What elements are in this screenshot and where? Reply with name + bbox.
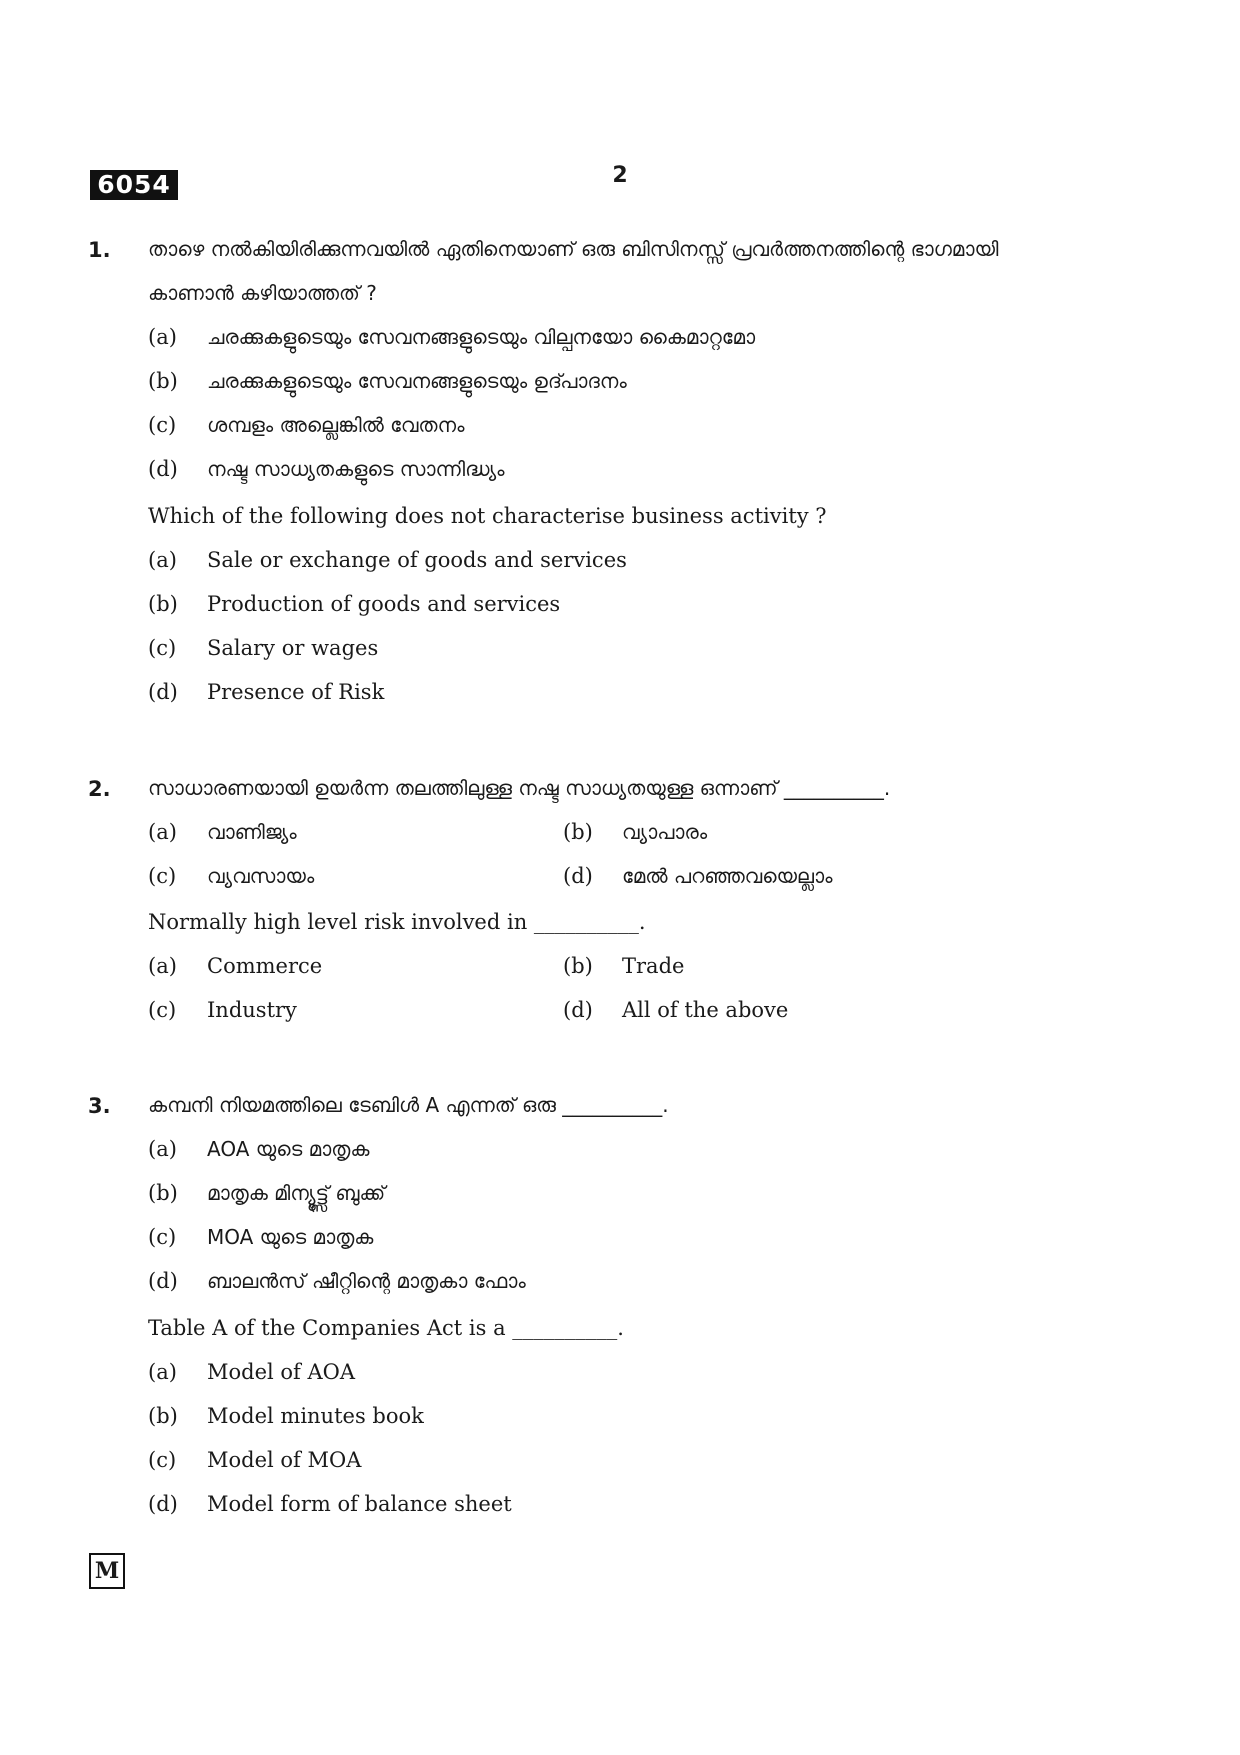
option-label: (c) bbox=[148, 998, 177, 1022]
question-1-ml-text-line1: താഴെ നൽകിയിരിക്കുന്നവയിൽ ഏതിനെയാണ് ഒരു ബിസിനസ്സ് പ്രവർത്തനത്തിന്റെ ഭാഗമായി bbox=[148, 237, 999, 261]
option-label: (a) bbox=[148, 954, 177, 978]
option-text: Model of AOA bbox=[207, 1360, 356, 1384]
option-label: (d) bbox=[148, 457, 178, 481]
question-1-en-text: Which of the following does not characterise business activity ? bbox=[148, 504, 827, 528]
question-2-en-text: Normally high level risk involved in __________. bbox=[148, 910, 646, 934]
option-label: (c) bbox=[148, 864, 177, 888]
option-label: (d) bbox=[563, 998, 593, 1022]
option-label: (d) bbox=[148, 680, 178, 704]
option-label: (c) bbox=[148, 1448, 177, 1472]
option-text: മേൽ പറഞ്ഞവയെല്ലാം bbox=[622, 864, 833, 888]
option-text: നഷ്ട സാധ്യതകളുടെ സാന്നിദ്ധ്യം bbox=[207, 457, 505, 481]
question-1-ml-text-line2: കാണാൻ കഴിയാത്തത് ? bbox=[148, 281, 377, 305]
option-label: (a) bbox=[148, 548, 177, 572]
option-text: Salary or wages bbox=[207, 636, 379, 660]
question-3-number: 3. bbox=[88, 1094, 111, 1118]
option-label: (a) bbox=[148, 1137, 177, 1161]
option-label: (c) bbox=[148, 413, 177, 437]
option-label: (b) bbox=[563, 820, 593, 844]
page-number: 2 bbox=[612, 163, 628, 188]
option-text: മാതൃക മിന്യൂട്ട്സ് ബുക്ക് bbox=[207, 1181, 386, 1205]
option-text: MOA യുടെ മാതൃക bbox=[207, 1225, 374, 1249]
question-2-ml-text: സാധാരണയായി ഉയർന്ന തലത്തിലുള്ള നഷ്ട സാധ്യതയുള്ള ഒന്നാണ് __________. bbox=[148, 776, 891, 800]
option-text: Production of goods and services bbox=[207, 592, 561, 616]
option-label: (a) bbox=[148, 1360, 177, 1384]
question-1-number: 1. bbox=[88, 238, 111, 262]
option-text: വാണിജ്യം bbox=[207, 820, 297, 844]
option-label: (d) bbox=[148, 1269, 178, 1293]
option-text: ബാലൻസ് ഷീറ്റിന്റെ മാതൃകാ ഫോം bbox=[207, 1269, 526, 1293]
option-label: (c) bbox=[148, 1225, 177, 1249]
option-text: Presence of Risk bbox=[207, 680, 385, 704]
option-label: (b) bbox=[148, 1404, 178, 1428]
option-label: (b) bbox=[148, 1181, 178, 1205]
paper-code-badge: 6054 bbox=[90, 170, 178, 200]
option-label: (c) bbox=[148, 636, 177, 660]
option-text: Model form of balance sheet bbox=[207, 1492, 512, 1516]
option-label: (b) bbox=[148, 369, 178, 393]
question-3-en-text: Table A of the Companies Act is a __________. bbox=[148, 1316, 624, 1340]
option-label: (a) bbox=[148, 325, 177, 349]
option-text: Industry bbox=[207, 998, 297, 1022]
option-text: Model minutes book bbox=[207, 1404, 424, 1428]
option-text: വ്യാപാരം bbox=[622, 820, 708, 844]
option-text: ചരക്കുകളുടെയും സേവനങ്ങളുടെയും ഉദ്പാദനം bbox=[207, 369, 627, 393]
option-text: Trade bbox=[622, 954, 685, 978]
option-label: (d) bbox=[563, 864, 593, 888]
medium-mark: M bbox=[89, 1553, 125, 1589]
option-text: AOA യുടെ മാതൃക bbox=[207, 1137, 370, 1161]
option-label: (b) bbox=[148, 592, 178, 616]
option-label: (a) bbox=[148, 820, 177, 844]
option-text: Model of MOA bbox=[207, 1448, 362, 1472]
option-label: (b) bbox=[563, 954, 593, 978]
option-text: Sale or exchange of goods and services bbox=[207, 548, 627, 572]
question-3-ml-text: കമ്പനി നിയമത്തിലെ ടേബിൾ A എന്നത് ഒരു __________. bbox=[148, 1093, 669, 1117]
option-text: All of the above bbox=[622, 998, 789, 1022]
option-text: Commerce bbox=[207, 954, 323, 978]
question-2-number: 2. bbox=[88, 777, 111, 801]
option-text: ശമ്പളം അല്ലെങ്കിൽ വേതനം bbox=[207, 413, 465, 437]
option-text: വ്യവസായം bbox=[207, 864, 315, 888]
option-text: ചരക്കുകളുടെയും സേവനങ്ങളുടെയും വില്പനയോ കൈമാറ്റമോ bbox=[207, 325, 756, 349]
option-label: (d) bbox=[148, 1492, 178, 1516]
